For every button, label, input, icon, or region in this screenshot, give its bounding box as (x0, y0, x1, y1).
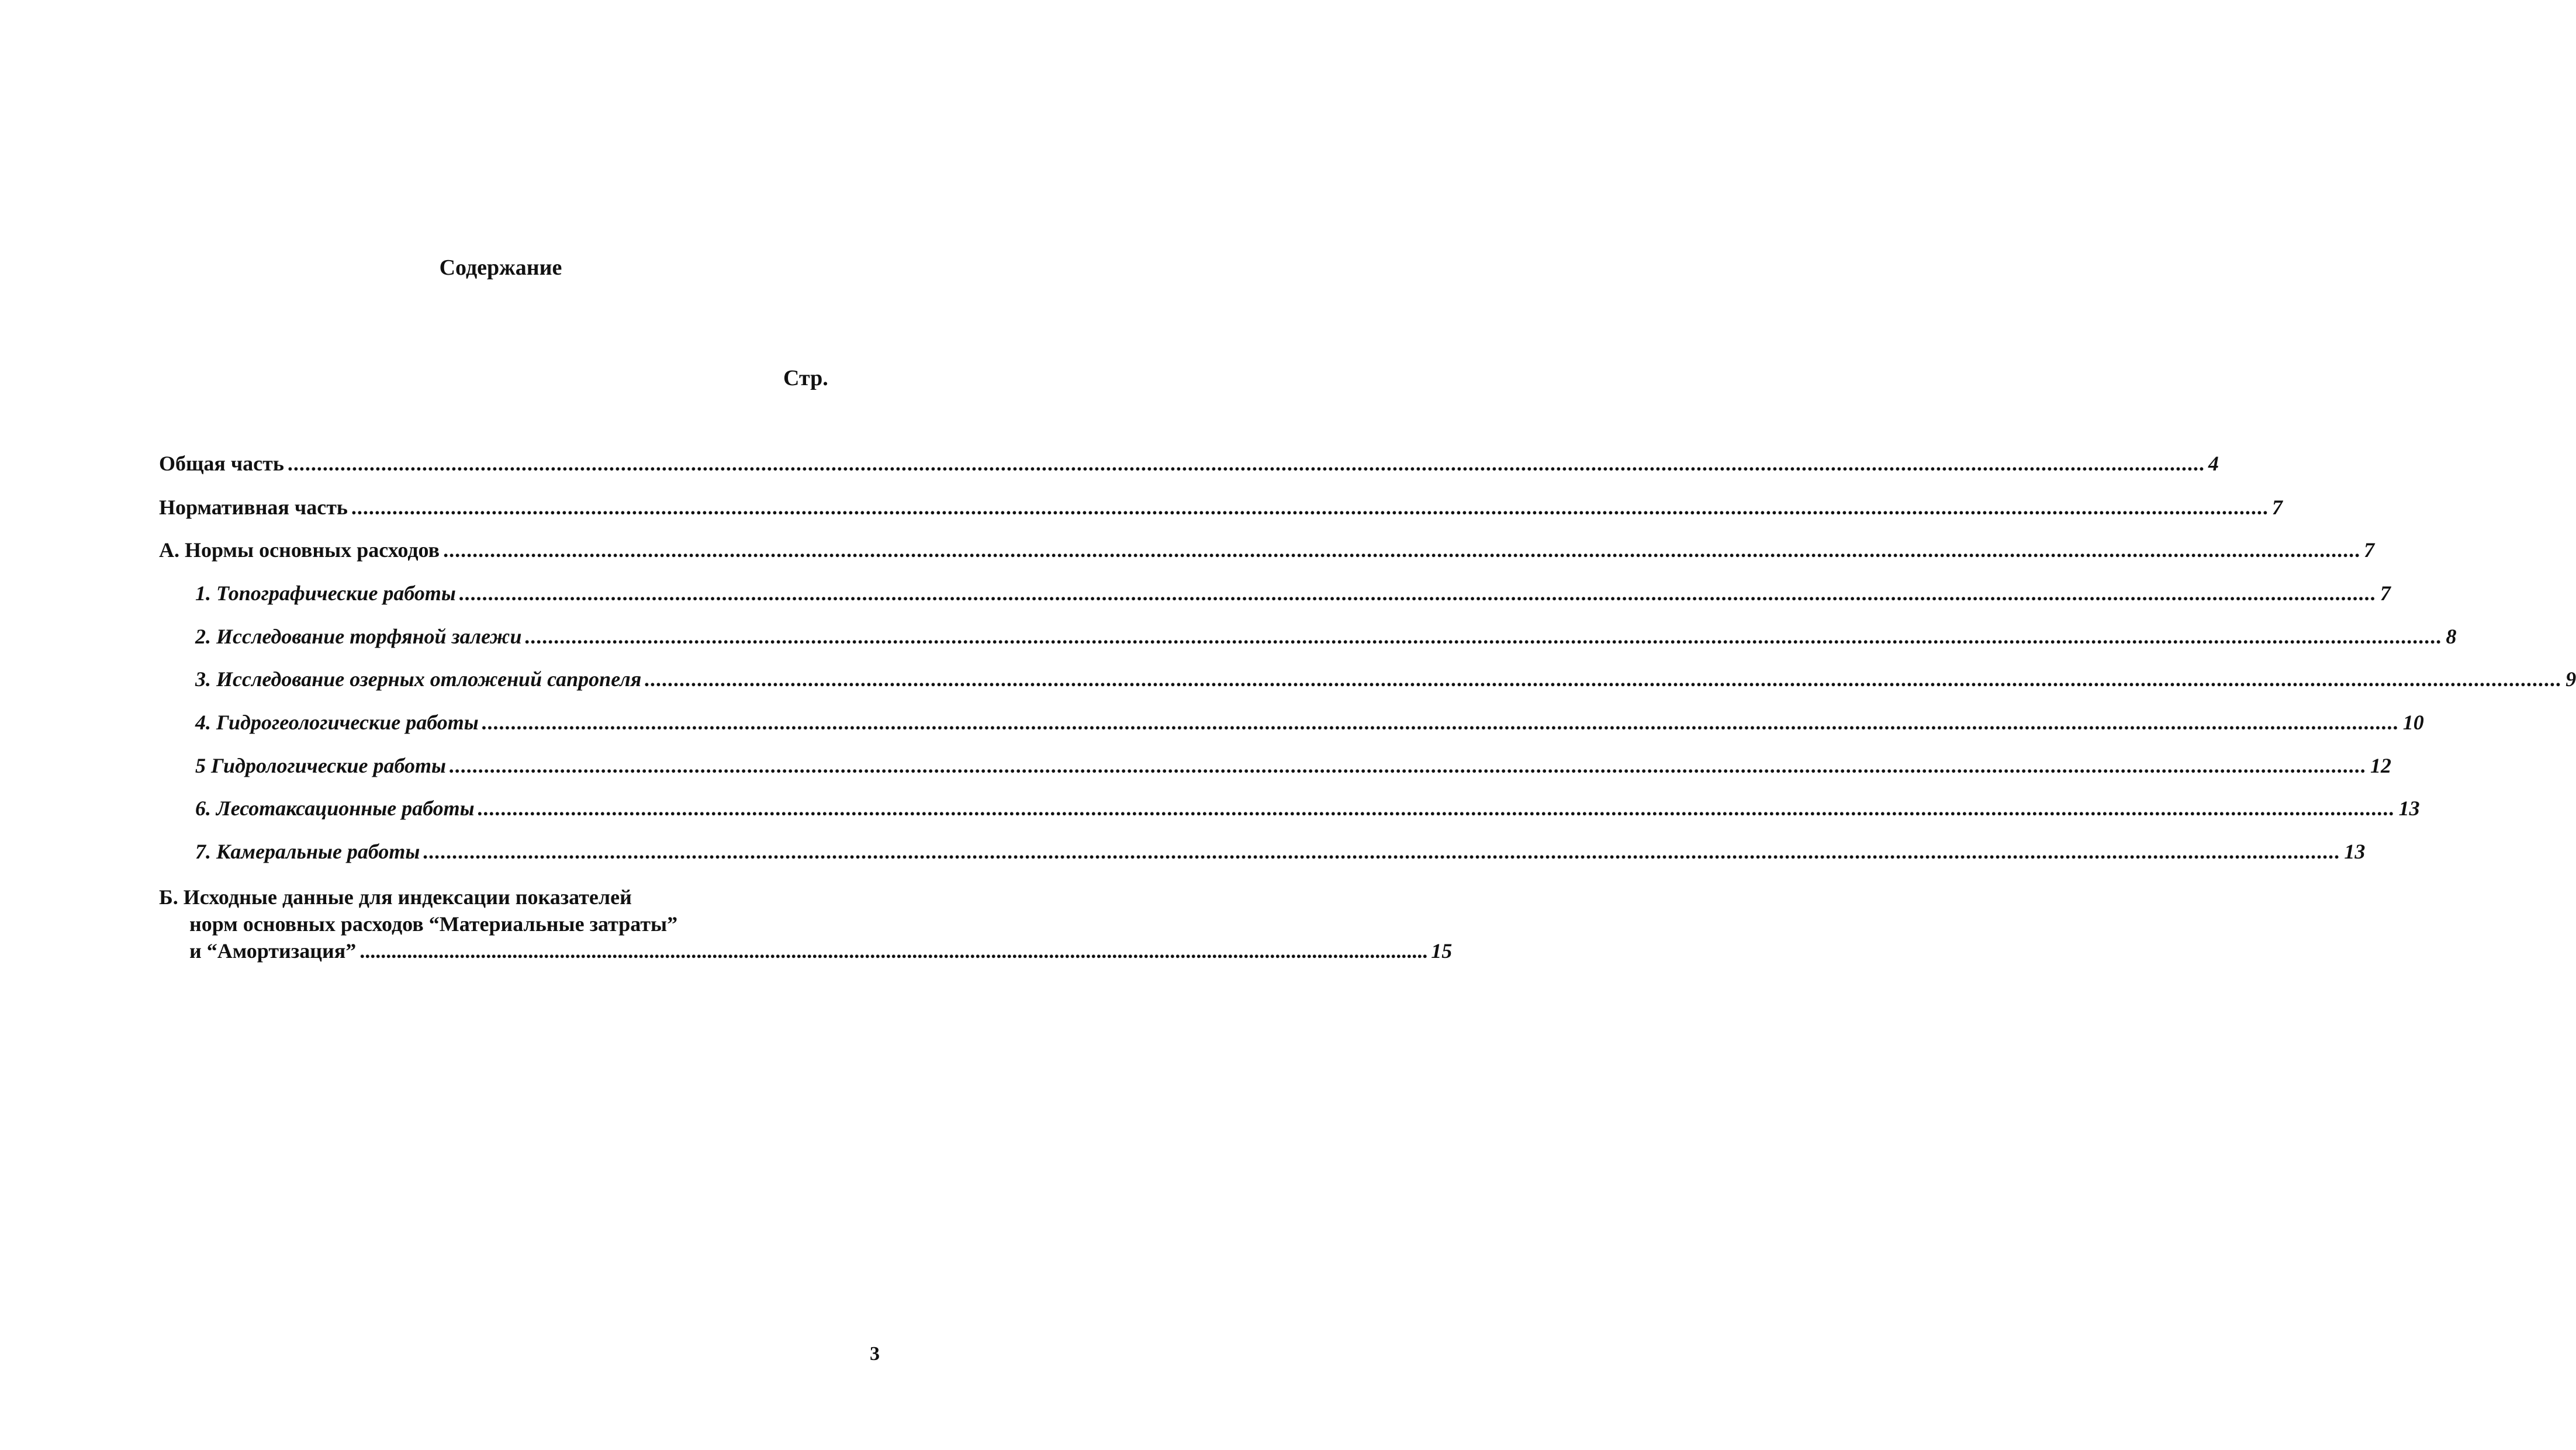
toc-entry-subsection-3 (195, 667, 2576, 695)
toc-entry-label-line-2: норм основных расходов “Материальные затраты” (189, 912, 678, 936)
dot-leader: ........................................................................................................................................................................................................... (359, 939, 1428, 963)
dot-leader (423, 839, 2340, 864)
toc-entry-page: 4 (2208, 452, 2219, 475)
toc-entry-label: 7. Камеральные работы (195, 840, 420, 863)
toc-entry-section-b (159, 884, 1453, 964)
page-column-label: Стр. (783, 366, 828, 390)
dot-leader (351, 495, 2269, 520)
dot-leader (482, 710, 2399, 735)
toc-entry-label-line-1: Б. Исходные данные для индексации показателей (159, 885, 632, 909)
toc-entry-normative-part (159, 495, 2283, 523)
toc-entry-label: А. Нормы основных расходов (159, 538, 440, 562)
toc-entry-page: 13 (2344, 840, 2366, 863)
page-title: Содержание (439, 255, 562, 280)
toc-entry-general-part (159, 451, 2219, 479)
toc-entry-page: 13 (2398, 797, 2420, 820)
dot-leader (525, 624, 2442, 649)
toc-entry-page: 10 (2402, 711, 2424, 734)
dot-leader (449, 753, 2367, 778)
toc-entry-page: 7 (2380, 582, 2391, 605)
toc-entry-label: 1. Топографические работы (195, 582, 456, 605)
toc-entry-label: 3. Исследование озерных отложений сапропеля (195, 667, 642, 691)
toc-entry-subsection-5 (195, 753, 2391, 781)
toc-entry-label: 5 Гидрологические работы (195, 754, 446, 777)
toc-entry-page: 12 (2370, 754, 2391, 777)
toc-entry-subsection-2 (195, 624, 2457, 652)
toc-entry-subsection-6 (195, 796, 2420, 824)
toc-entry-section-a (159, 538, 2375, 566)
toc-entry-label-line-3: и “Амортизация” (189, 939, 357, 963)
toc-entry-last-line (159, 937, 1453, 964)
table-of-contents (159, 0, 2576, 1450)
dot-leader (459, 581, 2377, 605)
toc-entry-label: Нормативная часть (159, 496, 348, 519)
dot-leader (443, 538, 2360, 562)
toc-entry-subsection-4 (195, 710, 2424, 738)
toc-entry-subsection-1 (195, 581, 2391, 609)
toc-entry-label: 2. Исследование торфяной залежи (195, 625, 522, 648)
dot-leader (288, 451, 2205, 476)
toc-entry-page: 9 (2565, 667, 2576, 691)
toc-entry-subsection-7 (195, 839, 2366, 867)
dot-leader (645, 667, 2562, 691)
toc-entry-label: 6. Лесотаксационные работы (195, 797, 475, 820)
dot-leader (478, 796, 2395, 821)
toc-entry-page: 15 (1431, 939, 1453, 963)
toc-entry-page: 7 (2271, 496, 2283, 519)
toc-entry-label: Общая часть (159, 452, 284, 475)
toc-entry-page: 7 (2364, 538, 2375, 562)
page-number: 3 (870, 1343, 880, 1365)
toc-entry-page: 8 (2446, 625, 2457, 648)
toc-entry-label: 4. Гидрогеологические работы (195, 711, 479, 734)
